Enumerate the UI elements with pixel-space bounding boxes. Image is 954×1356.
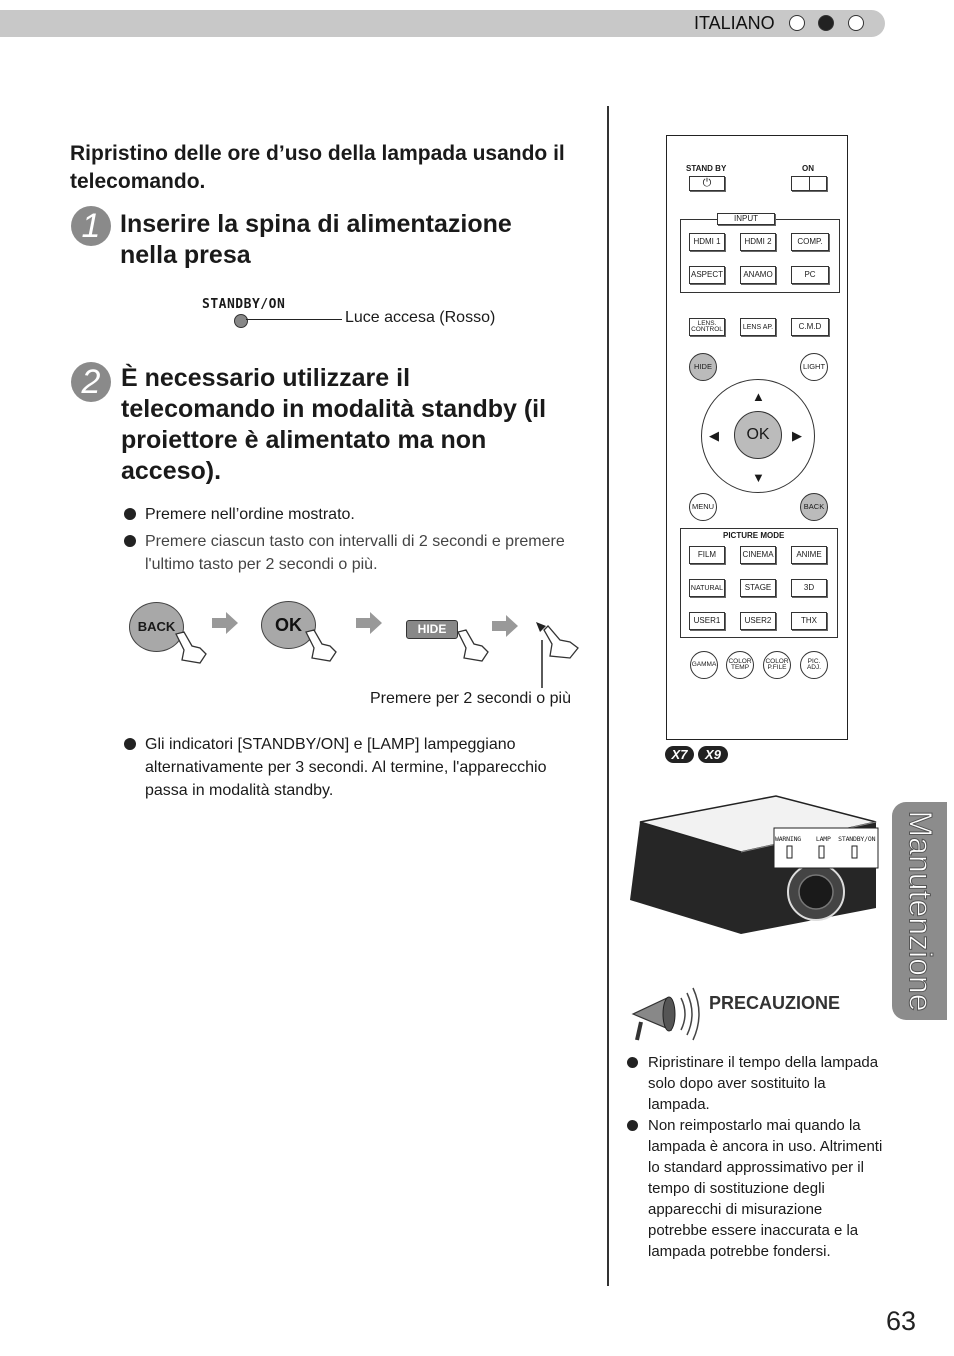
on-label: ON [802, 164, 814, 173]
on-button [791, 176, 827, 191]
arrow-up-icon: ▲ [752, 389, 765, 404]
stand-by-label: STAND BY [686, 164, 727, 173]
caution-text: Non reimpostarlo mai quando la lampada è ancora in uso. Altrimenti lo standard approssimativo per il tempo di sostituzione degli apparecchi di misurazione potrebbe essere inaccurata e la lampada potrebbe fondersi. [648, 1117, 883, 1260]
arrow-down-icon: ▼ [752, 470, 765, 485]
hold-note: Premere per 2 secondi o più [370, 690, 571, 707]
cinema-button: CINEMA [740, 546, 776, 564]
arrow-left-icon: ◀ [709, 428, 719, 443]
anime-button: ANIME [791, 546, 827, 564]
bullet-icon [124, 738, 136, 750]
input-label: INPUT [717, 213, 775, 225]
step-2-title: È necessario utilizzare il telecomando in modalità standby (il proiettore è alimentato ma non acceso). [121, 364, 547, 485]
bullet-icon [124, 535, 136, 547]
model-badge-x7: X7 [665, 746, 694, 763]
arrow-right-icon [356, 612, 382, 634]
pc-button: PC [791, 266, 829, 284]
ok-button: OK [734, 411, 782, 459]
picture-mode-label: PICTURE MODE [723, 531, 785, 540]
section-side-tab-label: Manutenzione [902, 810, 938, 1012]
column-divider [607, 106, 609, 1286]
film-button: FILM [689, 546, 725, 564]
leader-line [246, 319, 342, 320]
sequence-back-button: BACK [129, 602, 184, 652]
pic-adj-button: PIC. ADJ. [800, 651, 828, 679]
standby-indicator-label: STANDBY/ON [838, 835, 876, 843]
step-2-bullet-3 [145, 733, 585, 802]
language-dot-3 [848, 15, 864, 31]
bullet-text: Premere nell’ordine mostrato. [145, 506, 355, 523]
comp-button: COMP. [791, 233, 829, 251]
color-pfile-button: COLOR P.FILE [763, 651, 791, 679]
lamp-indicator-label: LAMP [815, 835, 831, 843]
caution-item-2 [648, 1115, 884, 1262]
projector-indicator-labels [775, 835, 875, 843]
arrow-right-icon [212, 612, 238, 634]
3d-button: 3D [791, 579, 827, 597]
megaphone-icon [627, 984, 703, 1048]
model-badge-x9: X9 [698, 746, 728, 763]
color-temp-button: COLOR TEMP [726, 651, 754, 679]
menu-button: MENU [689, 493, 717, 521]
standby-on-label: STANDBY/ON [202, 297, 286, 312]
standby-led [234, 314, 248, 328]
power-icon: ⏻ [689, 176, 725, 191]
caution-item-1 [648, 1052, 884, 1115]
hand-pointer-icon [452, 628, 496, 664]
natural-button: NATURAL [689, 579, 725, 597]
language-dot-1 [789, 15, 805, 31]
bullet-icon [124, 508, 136, 520]
anamo-button: ANAMO [740, 266, 776, 284]
language-dot-2 [818, 15, 834, 31]
hide-button: HIDE [689, 353, 717, 381]
arrow-right-icon [492, 615, 518, 637]
caution-title: PRECAUZIONE [709, 993, 841, 1013]
bullet-icon [627, 1057, 638, 1068]
step-2-bullet-1 [145, 503, 565, 526]
hdmi1-button: HDMI 1 [689, 233, 725, 251]
thx-button: THX [791, 612, 827, 630]
cmd-button: C.M.D [791, 318, 829, 336]
projector-image [626, 792, 882, 936]
bullet-text: Gli indicatori [STANDBY/ON] e [LAMP] lampeggiano alternativamente per 3 secondi. Al termine, l'apparecchio passa in modalità standby. [145, 736, 547, 799]
intro-title: Ripristino delle ore d’uso della lampada usando il telecomando. [70, 142, 565, 193]
user2-button: USER2 [740, 612, 776, 630]
lens-ap-button: LENS AP. [740, 318, 776, 336]
arrow-right-icon: ▶ [792, 428, 802, 443]
language-label: ITALIANO [694, 13, 775, 33]
step-2-bullet-2 [145, 530, 565, 576]
hdmi2-button: HDMI 2 [740, 233, 776, 251]
warning-indicator-label: WARNING [775, 835, 801, 843]
step-1-title: Inserire la spina di alimentazione nella presa [120, 210, 512, 269]
hold-hand-icon [534, 620, 584, 690]
user1-button: USER1 [689, 612, 725, 630]
gamma-button: GAMMA [690, 651, 718, 679]
page-number: 63 [886, 1306, 917, 1336]
sequence-hide-button: HIDE [406, 620, 458, 639]
light-button: LIGHT [800, 353, 828, 381]
caution-text: Ripristinare il tempo della lampada solo dopo aver sostituito la lampada. [648, 1054, 879, 1113]
section-side-tab [892, 802, 947, 1020]
hand-pointer-icon [300, 628, 344, 664]
stage-button: STAGE [740, 579, 776, 597]
aspect-button: ASPECT [689, 266, 725, 284]
step-2-number: 2 [71, 362, 111, 402]
bullet-text: Premere ciascun tasto con intervalli di 2 secondi e premere l'ultimo tasto per 2 secondi o più. [145, 533, 565, 573]
led-status-text: Luce accesa (Rosso) [345, 309, 496, 326]
sequence-ok-button: OK [261, 601, 316, 649]
bullet-icon [627, 1120, 638, 1131]
hand-pointer-icon [170, 630, 214, 666]
remote-control [666, 135, 848, 740]
step-1-number: 1 [71, 206, 111, 246]
back-button: BACK [800, 493, 828, 521]
lens-control-button: LENS. CONTROL [689, 318, 725, 336]
